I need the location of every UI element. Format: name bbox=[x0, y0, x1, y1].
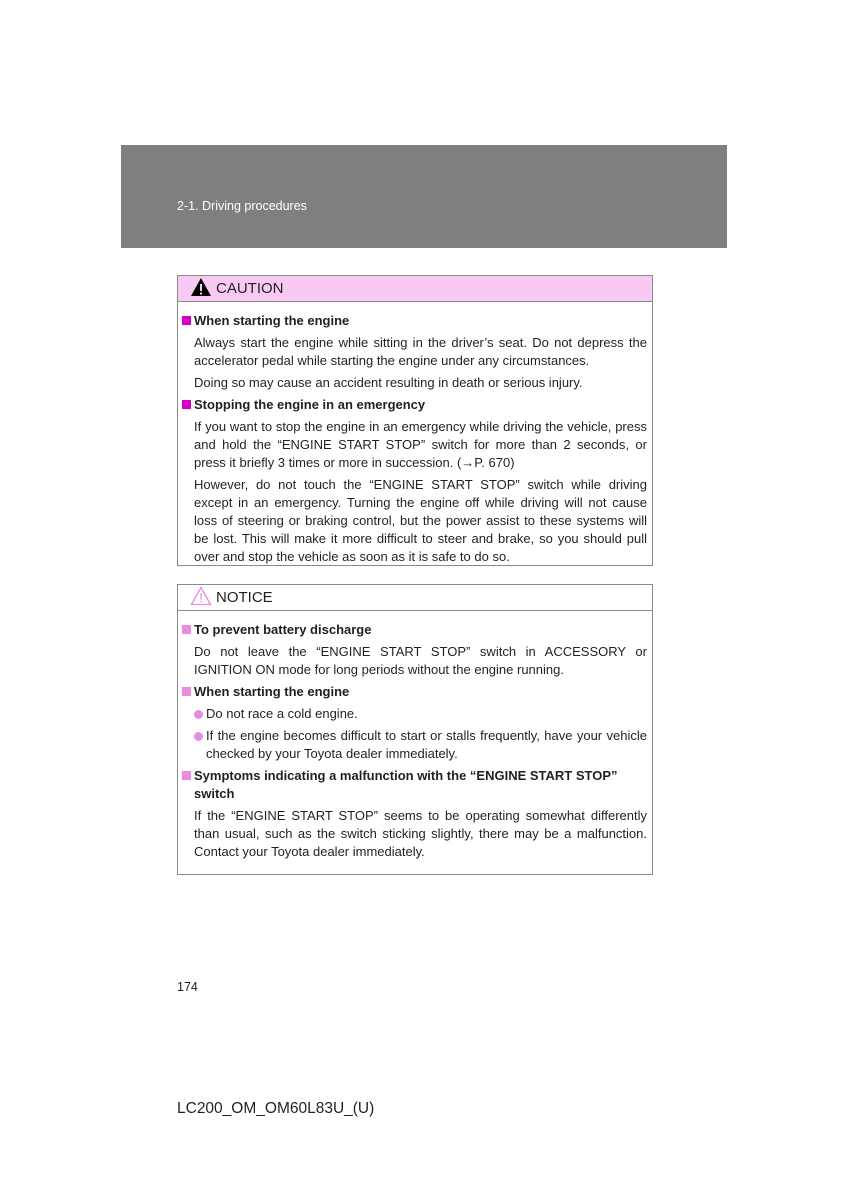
caution-paragraph: Doing so may cause an accident resulting in death or serious injury. bbox=[194, 375, 583, 390]
notice-body bbox=[178, 611, 652, 861]
caution-paragraph: However, do not touch the “ENGINE START STOP” switch while driving except in an emergency. Turning the engine off while driving will not cause loss of steering or braking control, but the power assist to these systems will be lost. This will make it more difficult to steer and brake, so you should pull over and stop the vehicle as soon as it is safe to do so. bbox=[194, 477, 647, 564]
bullet-dot-icon bbox=[194, 732, 203, 741]
notice-item-heading: Symptoms indicating a malfunction with the “ENGINE START STOP” switch bbox=[182, 767, 647, 803]
notice-title: NOTICE bbox=[216, 589, 273, 606]
bullet-dot-icon bbox=[194, 710, 203, 719]
notice-bullet: If the engine becomes difficult to start or stalls frequently, have your vehicle checked by your Toyota dealer immediately. bbox=[194, 727, 647, 763]
document-code: LC200_OM_OM60L83U_(U) bbox=[177, 1100, 375, 1117]
notice-header bbox=[178, 585, 652, 611]
notice-triangle-icon bbox=[190, 586, 216, 610]
page-number: 174 bbox=[177, 980, 198, 994]
section-label: 2-1. Driving procedures bbox=[177, 199, 307, 213]
caution-item-heading: When starting the engine bbox=[182, 312, 647, 330]
section-square-icon bbox=[182, 316, 191, 325]
caution-item-heading: Stopping the engine in an emergency bbox=[182, 396, 647, 414]
notice-bullet: Do not race a cold engine. bbox=[194, 705, 647, 723]
caution-body bbox=[178, 302, 652, 566]
section-square-icon bbox=[182, 625, 191, 634]
notice-item-heading: When starting the engine bbox=[182, 683, 647, 701]
section-square-icon bbox=[182, 771, 191, 780]
caution-box bbox=[177, 275, 653, 566]
notice-paragraph: If the “ENGINE START STOP” seems to be operating somewhat differently than usual, such as the switch sticking slightly, there may be a malfunction. Contact your Toyota dealer immediately. bbox=[194, 808, 647, 859]
section-square-icon bbox=[182, 400, 191, 409]
warning-triangle-icon bbox=[190, 277, 216, 301]
notice-item-heading: To prevent battery discharge bbox=[182, 621, 647, 639]
caution-title: CAUTION bbox=[216, 280, 284, 297]
header-band bbox=[121, 145, 727, 248]
caution-paragraph: Always start the engine while sitting in the driver’s seat. Do not depress the accelerator pedal while starting the engine under any circumstances. bbox=[194, 335, 647, 368]
caution-header bbox=[178, 276, 652, 302]
notice-paragraph: Do not leave the “ENGINE START STOP” switch in ACCESSORY or IGNITION ON mode for long periods without the engine running. bbox=[194, 644, 647, 677]
caution-paragraph: If you want to stop the engine in an emergency while driving the vehicle, press and hold the “ENGINE START STOP” switch for more than 2 seconds, or press it briefly 3 times or more in succession. (→P. 670) bbox=[194, 419, 647, 470]
notice-box bbox=[177, 584, 653, 875]
section-square-icon bbox=[182, 687, 191, 696]
